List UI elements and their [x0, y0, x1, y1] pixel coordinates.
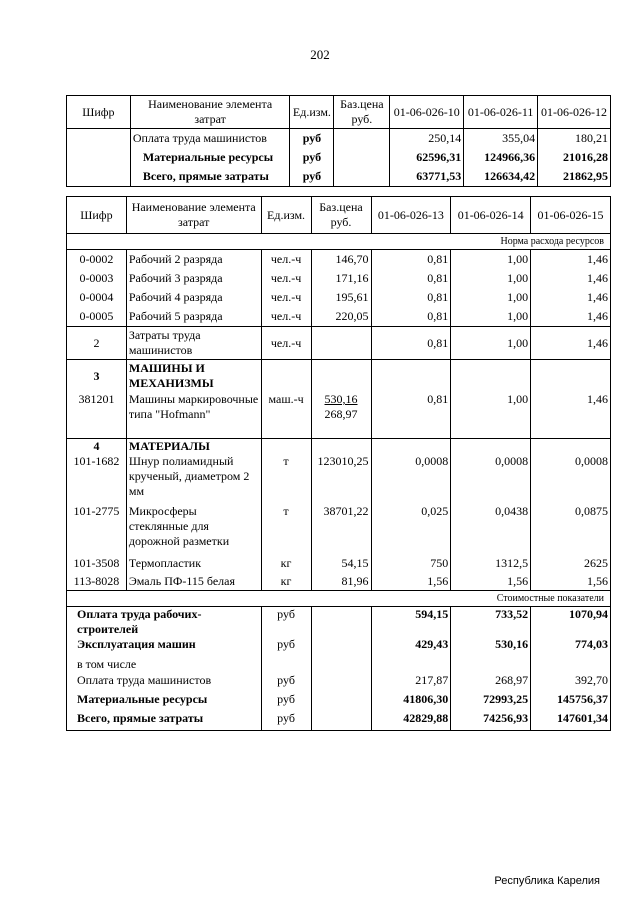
cell-value: 0,025 [371, 504, 451, 554]
cell-value: 74256,93 [451, 711, 531, 731]
cell-code: 101-3508 [67, 554, 127, 572]
cell-unit: руб [261, 607, 311, 638]
machine-price [311, 392, 371, 439]
header-col2: 01-06-026-11 [464, 96, 538, 129]
material-row [67, 454, 611, 504]
machine-item-row [67, 392, 611, 439]
cell-name: Рабочий 5 разряда [126, 307, 261, 327]
cell-empty [371, 656, 451, 673]
cell-price [311, 673, 371, 692]
cell-unit: чел.-ч [261, 250, 311, 270]
total-note-row [67, 656, 611, 673]
cell-code [67, 129, 131, 149]
cell-value: 1,00 [451, 250, 531, 270]
cell-value: 21016,28 [538, 148, 611, 167]
machine-v2: 1,00 [451, 392, 531, 439]
cell-value: 1312,5 [451, 554, 531, 572]
table1-row [67, 167, 611, 187]
cell-value: 1,46 [531, 307, 611, 327]
cell-price: 38701,22 [311, 504, 371, 554]
table1-row [67, 129, 611, 149]
cell-value: 1,00 [451, 269, 531, 288]
cell-unit: руб [290, 167, 334, 187]
cell-unit: руб [261, 673, 311, 692]
cell-name: Оплата труда машинистов [130, 129, 290, 149]
cell-value: 0,0438 [451, 504, 531, 554]
cell-value: 180,21 [538, 129, 611, 149]
cell-name: Микросферы стеклянные для дорожной разметки [126, 504, 261, 554]
cell-unit: чел.-ч [261, 288, 311, 307]
cell-code: 0-0002 [67, 250, 127, 270]
cell-value: 1070,94 [531, 607, 611, 638]
cell-value: 42829,88 [371, 711, 451, 731]
cell-name: Термопластик [126, 554, 261, 572]
cell-empty [261, 656, 311, 673]
cell-empty [531, 656, 611, 673]
cell-value: 750 [371, 554, 451, 572]
cell-value: 0,0008 [371, 454, 451, 504]
header-price: Баз.цена руб. [334, 96, 390, 129]
cell-value: 1,46 [531, 288, 611, 307]
header-name: Наименование элемента затрат [126, 197, 261, 234]
cell-value: 41806,30 [371, 692, 451, 711]
machines-section-row [67, 360, 611, 393]
worker-row [67, 288, 611, 307]
cell-name: Рабочий 3 разряда [126, 269, 261, 288]
header-code: Шифр [67, 197, 127, 234]
cell-value: 1,56 [451, 572, 531, 591]
cost-table-1 [66, 95, 611, 187]
cell-code: 101-1682 [67, 454, 127, 504]
cell-price [334, 148, 390, 167]
machines-title: МАШИНЫ И МЕХАНИЗМЫ [126, 360, 261, 393]
cell-code: 0-0005 [67, 307, 127, 327]
cell-value: 1,00 [451, 288, 531, 307]
labor-name: Затраты труда машинистов [126, 327, 261, 360]
cell-value: 1,46 [531, 250, 611, 270]
cell-price: 195,61 [311, 288, 371, 307]
cell-price [311, 692, 371, 711]
labor-v1: 0,81 [371, 327, 451, 360]
labor-row [67, 327, 611, 360]
cell-code: 113-8028 [67, 572, 127, 591]
cell-value: 0,0008 [451, 454, 531, 504]
header-col1: 01-06-026-13 [371, 197, 451, 234]
cell-value: 1,46 [531, 269, 611, 288]
cell-value: 124966,36 [464, 148, 538, 167]
footer-region: Республика Карелия [494, 875, 600, 887]
cell-value: 0,81 [371, 307, 451, 327]
cell-name: Эксплуатация машин [67, 637, 262, 656]
labor-v3: 1,46 [531, 327, 611, 360]
machine-code: 381201 [67, 392, 127, 439]
cell-price [334, 167, 390, 187]
cell-code: 101-2775 [67, 504, 127, 554]
cell-price: 54,15 [311, 554, 371, 572]
header-unit: Ед.изм. [290, 96, 334, 129]
header-code: Шифр [67, 96, 131, 129]
cell-name: Всего, прямые затраты [130, 167, 290, 187]
table2-header-row [67, 197, 611, 234]
cell-name: Материальные ресурсы [130, 148, 290, 167]
cell-unit: руб [290, 129, 334, 149]
cell-value: 0,0875 [531, 504, 611, 554]
worker-row [67, 269, 611, 288]
total-row [67, 673, 611, 692]
machines-code: 3 [67, 360, 127, 393]
total-row [67, 607, 611, 638]
cell-value: 530,16 [451, 637, 531, 656]
material-row [67, 554, 611, 572]
worker-row [67, 250, 611, 270]
header-col3: 01-06-026-12 [538, 96, 611, 129]
cell-price [311, 607, 371, 638]
cell-empty [311, 656, 371, 673]
cell-value: 0,81 [371, 269, 451, 288]
machine-name: Машины маркировочные типа "Hofmann" [126, 392, 261, 439]
worker-row [67, 307, 611, 327]
cell-value: 1,00 [451, 307, 531, 327]
cell-value: 126634,42 [464, 167, 538, 187]
norm-caption-row [67, 234, 611, 250]
cell-value: 733,52 [451, 607, 531, 638]
total-row [67, 692, 611, 711]
cell-value: 268,97 [451, 673, 531, 692]
header-price: Баз.цена руб. [311, 197, 371, 234]
cell-value: 1,56 [371, 572, 451, 591]
cell-value: 2625 [531, 554, 611, 572]
cell-code: 0-0004 [67, 288, 127, 307]
total-row [67, 711, 611, 731]
cost-table-2 [66, 196, 611, 731]
page-number: 202 [310, 47, 330, 62]
cell-value: 1,56 [531, 572, 611, 591]
cell-value: 145756,37 [531, 692, 611, 711]
cell-value: 0,81 [371, 250, 451, 270]
material-row [67, 572, 611, 591]
cell-value: 21862,95 [538, 167, 611, 187]
machine-price-2: 268,97 [324, 407, 358, 421]
cell-value: 355,04 [464, 129, 538, 149]
header-col2: 01-06-026-14 [451, 197, 531, 234]
cell-value: 0,81 [371, 288, 451, 307]
cell-value: 62596,31 [390, 148, 464, 167]
cell-value: 147601,34 [531, 711, 611, 731]
cell-unit: кг [261, 572, 311, 591]
cell-unit: кг [261, 554, 311, 572]
labor-code: 2 [67, 327, 127, 360]
cell-price: 220,05 [311, 307, 371, 327]
cell-name: Материальные ресурсы [67, 692, 262, 711]
cell-name: Эмаль ПФ-115 белая [126, 572, 261, 591]
machine-v1: 0,81 [371, 392, 451, 439]
header-col1: 01-06-026-10 [390, 96, 464, 129]
labor-v2: 1,00 [451, 327, 531, 360]
header-col3: 01-06-026-15 [531, 197, 611, 234]
header-unit: Ед.изм. [261, 197, 311, 234]
cell-price [311, 711, 371, 731]
cell-empty [451, 656, 531, 673]
labor-unit: чел.-ч [261, 327, 311, 360]
cell-price: 123010,25 [311, 454, 371, 504]
cell-unit: руб [261, 637, 311, 656]
cell-name: Оплата труда рабочих-строителей [67, 607, 262, 638]
table1-row [67, 148, 611, 167]
cell-value: 774,03 [531, 637, 611, 656]
cell-price: 146,70 [311, 250, 371, 270]
cell-note: в том числе [67, 656, 262, 673]
cell-value: 594,15 [371, 607, 451, 638]
cell-name: Рабочий 4 разряда [126, 288, 261, 307]
cell-name: Рабочий 2 разряда [126, 250, 261, 270]
materials-code: 4 [67, 439, 127, 455]
cell-name: Шнур полиамидный крученый, диаметром 2 мм [126, 454, 261, 504]
cell-value: 250,14 [390, 129, 464, 149]
cell-value: 217,87 [371, 673, 451, 692]
materials-section-row [67, 439, 611, 455]
cell-value: 429,43 [371, 637, 451, 656]
cell-name: Всего, прямые затраты [67, 711, 262, 731]
material-row [67, 504, 611, 554]
cell-code: 0-0003 [67, 269, 127, 288]
cell-code [67, 148, 131, 167]
cell-price [311, 637, 371, 656]
cell-name: Оплата труда машинистов [67, 673, 262, 692]
norm-caption: Норма расхода ресурсов [500, 236, 604, 247]
cell-price: 171,16 [311, 269, 371, 288]
cell-value: 392,70 [531, 673, 611, 692]
table1-header-row [67, 96, 611, 129]
cell-value: 72993,25 [451, 692, 531, 711]
cell-unit: чел.-ч [261, 269, 311, 288]
cell-unit: руб [261, 711, 311, 731]
cell-unit: руб [290, 148, 334, 167]
cell-unit: чел.-ч [261, 307, 311, 327]
header-name: Наименование элемента затрат [130, 96, 290, 129]
cell-unit: т [261, 454, 311, 504]
cell-value: 0,0008 [531, 454, 611, 504]
machine-unit: маш.-ч [261, 392, 311, 439]
cell-price [334, 129, 390, 149]
machine-v3: 1,46 [531, 392, 611, 439]
cell-price: 81,96 [311, 572, 371, 591]
cell-unit: руб [261, 692, 311, 711]
cost-caption: Стоимостные показатели [496, 593, 604, 604]
cell-code [67, 167, 131, 187]
materials-title: МАТЕРИАЛЫ [126, 439, 261, 455]
cost-caption-row [67, 591, 611, 607]
total-row [67, 637, 611, 656]
cell-unit: т [261, 504, 311, 554]
machine-price-1: 530,16 [324, 392, 358, 406]
cell-value: 63771,53 [390, 167, 464, 187]
